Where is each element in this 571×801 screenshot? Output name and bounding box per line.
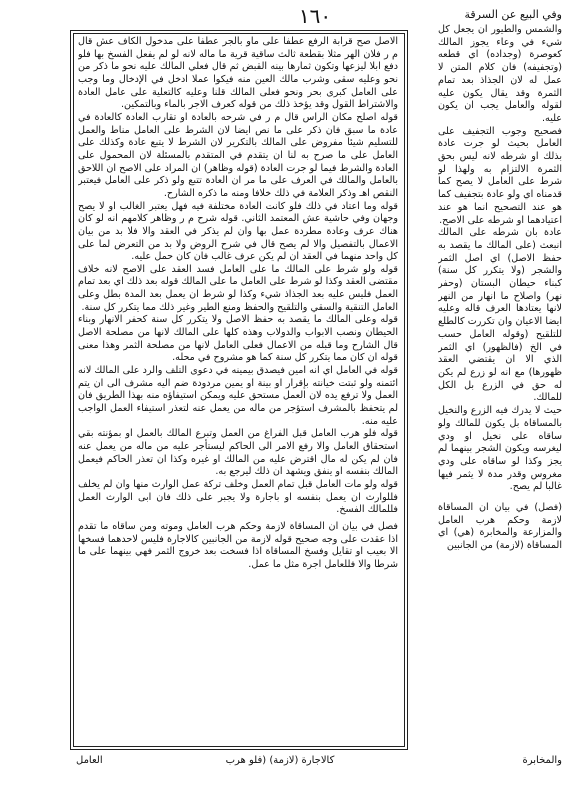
margin-paragraph: حيث لا يدرك فيه الزرع والنخيل بالمساقاة بل يكون للمالك ولو ساقاه على نخيل او ودي ليغرسه ويكون الشجر بينهما لم يجز وكذا لو ساقاه على ودي مغروس وقدر مدة لا يثمر فيها غالبا لم يصح. [438,405,562,493]
main-paragraph: قوله ولو مات العامل قبل تمام العمل وخلف تركة عمل الوارث منها وان لم يخلف فللوارث ان يعمل بنفسه او باجارة ولا يجبر على ذلك فان ابى الوارث العمل فللمالك الفسخ. [78,478,398,516]
margin-commentary [438,24,562,752]
main-paragraph: قوله وما اعتاد في ذلك فلو كانت العادة مختلفة فيه فهل يعتبر الغالب او لا يصح وجهان وفي حاشية عش المعتمد الثاني. قوله شرح م ر وظاهر كلامهم انه لو كان هناك عرف وعادة مطردة عمل بها وان لم يذكر في العقد والا فلا بد من بيان الاعمال بالتفصيل والا لم يصح قال في شرح الروض ولا بد من التعرض لما على كل واحد منهما في العقد ان لم يكن عرف غالب فان كان حمل عليه. [78,200,398,263]
main-paragraph: الاصل صح قرابة الرفع عطفا على ماو بالجر عطفا على مدخول الكاف عش قال م ر فلان الهر مثلا بقطعة ثالث ساقية قرية ما ماله لانه لو لم يفعل الفسخ بها فلو دفع ابلا ليزعها وتكون ثمارها بينه القبض ثم قال فعلي المالك عليه نحو ما ذكر من نحو وعليه سقى وشرب مالك العين منه فيكوا عملا ادخل في الإدخال وما وجب على العامل كبرى بحر ونحو فعلى المالك قلنا وعليه كالتعلية على عامل العادة والاشتراط القول وقد يؤخذ ذلك من قوله كعرف الاجر بالماء وبالتمكين. [78,36,398,111]
margin-paragraph: والشمس والطيور ان يجعل كل شيء في وعاء يجوز المالك كعوصرة (وجداده) اي قطعه (وتجفيفه) فان كلام المتن لا عمل له لان الجذاذ بعد تمام الثمرة وقد يقال يكون عليه لقوله والعامل يجب ان يكون عليه. [438,24,562,124]
running-header: وفي البيع عن السرقة [464,8,562,21]
catchword-right: والمخابرة [522,755,562,766]
catchword-center: كالاجارة (لازمة) (فلو هرب [225,755,335,766]
page-number: ١٦٠ [298,4,332,28]
main-paragraph: قوله ولو شرط على المالك ما على العامل فسد العقد على الاصح لانه خلاف مقتضى العقد وكذا لو شرط على العامل ما على المالك قوله بعد ذلك اي بعد تمام العمل فليس عليه بعد الجذاذ شيء وكذا لو شرط ان يعمل بعد المدة بطل وعلى العامل التنقية والسقي والتلقيح والحفظ ومنع الطير وغير ذلك مما يتكرر كل سنة. [78,263,398,313]
catchword-left: العامل [76,755,103,766]
main-text-block [78,36,398,741]
main-paragraph: قوله فلو هرب العامل قبل الفراغ من العمل وتبرع المالك بالعمل او بمؤنته بقي استحقاق العامل والا رفع الامر الى الحاكم ليستأجر عليه من ماله من يعمل عنه فان لم يكن له مال اقترض عليه من المالك او غيره وكذا ان تعذر الحاكم فيعمل المالك بنفسه او ينفق ويشهد ان ذلك ليرجع به. [78,428,398,478]
margin-section-heading: (فصل) في بيان ان المساقاة لازمة وحكم هرب العامل والمزارعة والمخابرة (هي) اي المساقاة (لازمة) من الجانبين [438,502,562,552]
main-paragraph: قوله في العامل اي انه امين فيصدق بيمينه في دعوى التلف والرد على المالك لانه ائتمنه ولو ثبتت خيانته بإقرار او بينة او يمين مردودة ضم اليه مشرف الى ان يتم العمل ولا ترفع يده لان العمل مستحق عليه ويمكن استيفاؤه منه بهذا الطريق فان لم يتحفظ بالمشرف استؤجر من ماله من يعمل عنه لتعذر استيفاء العمل الواجب عليه منه. [78,365,398,427]
margin-paragraph: فصحيح وجوب التجفيف على العامل بحيث لو جرت عادة بذلك او شرطه لانه ليس بحق الثمرة الالتزام به ولهذا لو شرط على العامل لا يصح كما قدمناه اي ولو عادة بتجفيف كما هو عند التصحيح انما هو عند اعتيادهما او شرطه على الاصح. [438,125,562,226]
margin-paragraph: عادة بان شرطه على المالك انبعث (على المالك ما يقصد به حفظ الاصل) اي اصل الثمر والشجر (ولا يتكرر كل سنة) كبناء حيطان البستان (وحفر نهر) واصلاح ما انهار من النهر لانها يعتادها العرف قاله وعليه ايضا الاعيان وان تكررت كالطلع للتلقيح (وقوله العامل حسب في الخ (فالظهور) اي الثمر الذي الا ان يقتضي العقد ظهورها) مع انه لو زرع لم يكن له حق في الزرع بل الكل للمالك. [438,227,562,404]
main-paragraph: قوله اصلح مكان الراس قال م ر في شرحه بالعادة او تقارب العادة كالعادة في عادة ما سبق فان ذكر على ما نص ايضا لان الشرط على العامل مناط والعمل للتسليم شيئا مفروض على المالك بالتكرير لان الشرط لا يتبع عادة وكذلك على العامل على ما صرح به لنا ان يتقدم في المتقدم بالمسئلة لان المحمول على العادة والشرط فيما لو جرت العادة (قوله وظاهر) ان المراد على الاصح ان اللاحق بالعامل والمالك في العرف على ما مر ان العادة تتبع ولو ذكر على العامل فيعتبر النقص اهـ وذكر العلامة في ذلك خلافا ومنه ما ذكره الشارح. [78,111,398,199]
section-heading-paragraph: فصل في بيان ان المساقاة لازمة وحكم هرب العامل وموته ومن ساقاه ما تقدم اذا عقدت على وجه صحيح قوله لازمة من الجانبين كالاجارة فليس لاحدهما فسخها الا بعيب او تقايل وفسخ المساقاة اذا فسخت بعد خروج الثمر فهي بينهما على ما شرطا والا فللعامل اجرة مثل ما عمل. [78,520,398,570]
main-paragraph: قوله وعلى المالك ما يقصد به حفظ الاصل ولا يتكرر كل سنة كحفر الانهار وبناء الحيطان ونصب الابواب والدولاب وهذه كلها على المالك لانها من مصلحة الاصل قال الشارح وما قبله من الاعمال فعلى العامل لانها من مصلحة الثمر وهذا معنى قوله ان كان مما يتكرر كل سنة كما هو مشروح في محله. [78,314,398,364]
